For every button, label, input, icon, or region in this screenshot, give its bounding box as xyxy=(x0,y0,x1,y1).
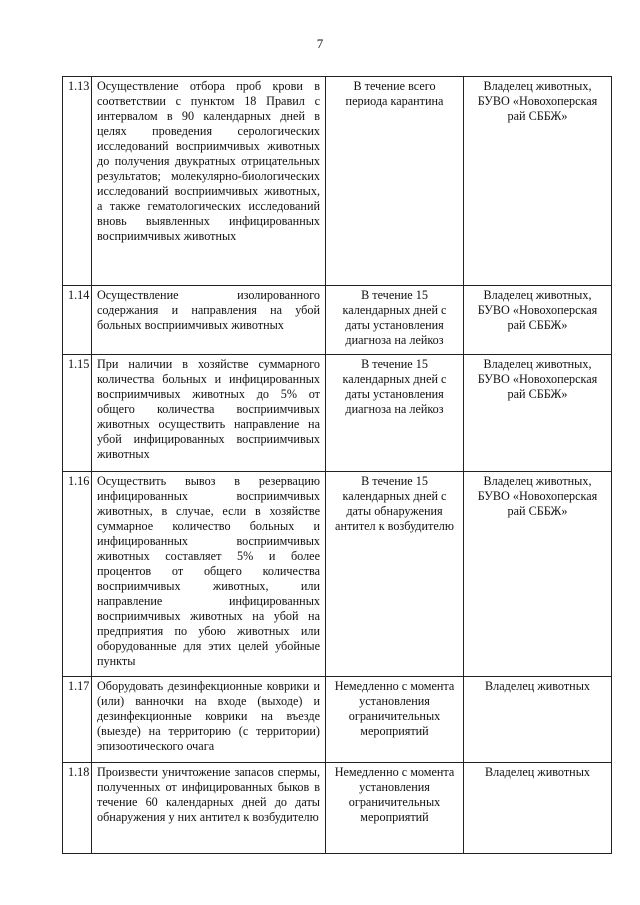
measure-description: При наличии в хозяйстве суммарного количества больных и инфицированных восприимчивых животных до 5% от общего количества восприимчивых животных осуществить направление на убой инфицированных восприимчивых животных xyxy=(92,355,326,472)
measures-table xyxy=(62,76,612,854)
measure-deadline: В течение всего периода карантина xyxy=(326,77,464,286)
measure-description: Осуществить вывоз в резервацию инфицированных восприимчивых животных, в случае, если в хозяйстве суммарное количество больных и инфицированных восприимчивых животных составляет 5% и более процентов от общего количества восприимчивых животных, или направление инфицированных восприимчивых животных на убой на предприятия по убою животных или оборудованные для этих целей убойные пункты xyxy=(92,472,326,677)
row-number: 1.14 xyxy=(63,286,92,355)
measure-description: Осуществление изолированного содержания и направления на убой больных восприимчивых животных xyxy=(92,286,326,355)
row-number: 1.15 xyxy=(63,355,92,472)
measure-deadline: Немедленно с момента установления ограничительных мероприятий xyxy=(326,677,464,763)
measure-deadline: В течение 15 календарных дней с даты установления диагноза на лейкоз xyxy=(326,286,464,355)
row-number: 1.18 xyxy=(63,763,92,854)
measure-responsible: Владелец животных, БУВО «Новохоперская рай СББЖ» xyxy=(464,286,612,355)
measure-responsible: Владелец животных, БУВО «Новохоперская рай СББЖ» xyxy=(464,472,612,677)
measure-responsible: Владелец животных xyxy=(464,763,612,854)
measure-responsible: Владелец животных, БУВО «Новохоперская рай СББЖ» xyxy=(464,77,612,286)
measure-responsible: Владелец животных xyxy=(464,677,612,763)
measure-responsible: Владелец животных, БУВО «Новохоперская рай СББЖ» xyxy=(464,355,612,472)
table-row xyxy=(63,472,612,677)
table-row xyxy=(63,286,612,355)
row-number: 1.16 xyxy=(63,472,92,677)
table-row xyxy=(63,677,612,763)
row-number: 1.13 xyxy=(63,77,92,286)
row-number: 1.17 xyxy=(63,677,92,763)
measure-description: Произвести уничтожение запасов спермы, полученных от инфицированных быков в течение 60 календарных дней до даты обнаружения у них антител к возбудителю xyxy=(92,763,326,854)
measure-description: Осуществление отбора проб крови в соответствии с пунктом 18 Правил с интервалом в 90 календарных дней в целях проведения серологических исследований восприимчивых животных до получения двукратных отрицательных результатов; молекулярно-биологических исследований восприимчивых животных, а также гематологических исследований вновь выявленных инфицированных восприимчивых животных xyxy=(92,77,326,286)
measure-deadline: В течение 15 календарных дней с даты обнаружения антител к возбудителю xyxy=(326,472,464,677)
table-row xyxy=(63,763,612,854)
measure-deadline: Немедленно с момента установления ограничительных мероприятий xyxy=(326,763,464,854)
table-row xyxy=(63,355,612,472)
page-number: 7 xyxy=(316,36,324,51)
measure-description: Оборудовать дезинфекционные коврики и (или) ванночки на входе (выходе) и дезинфекционные коврики на въезде (выезде) на территорию (с территории) эпизоотического очага xyxy=(92,677,326,763)
measure-deadline: В течение 15 календарных дней с даты установления диагноза на лейкоз xyxy=(326,355,464,472)
table-row xyxy=(63,77,612,286)
